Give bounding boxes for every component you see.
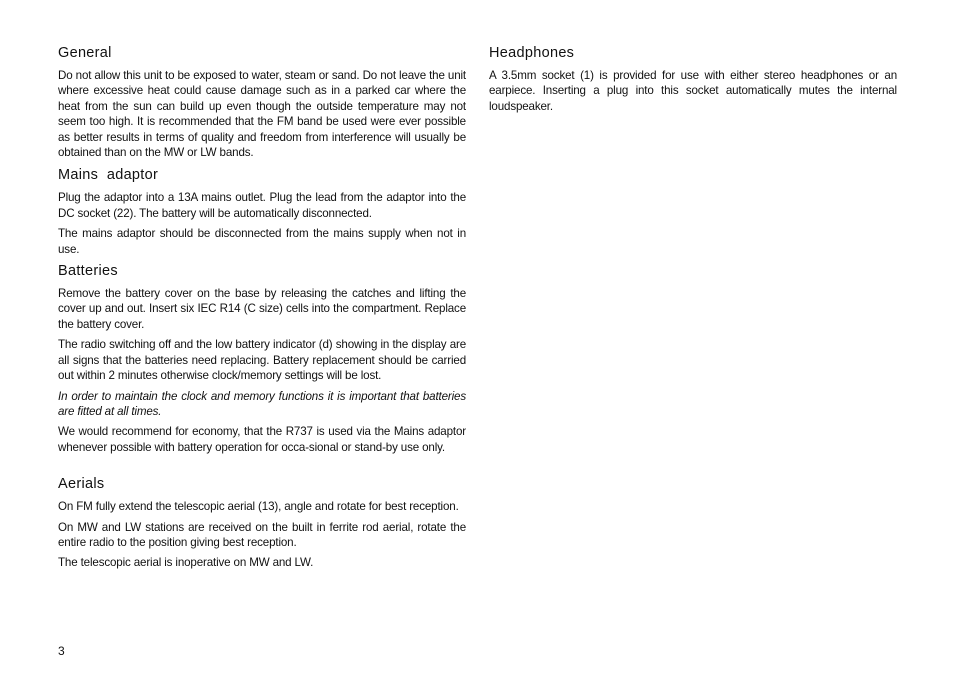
- headphones-paragraph-1: A 3.5mm socket (1) is provided for use with either stereo headphones or an earpiece. Inserting a plug into this socket automatically mutes the internal loudspeaker.: [489, 69, 897, 113]
- batteries-paragraph-2: The radio switching off and the low battery indicator (d) showing in the display are all signs that the batteries need replacing. Battery replacement should be carried out within 2 minutes otherwise clock/memory settings will be lost.: [58, 338, 466, 383]
- right-column: [489, 44, 897, 119]
- batteries-note-italic: In order to maintain the clock and memory functions it is important that batteries are fitted at all times.: [58, 389, 466, 418]
- left-column: [58, 44, 466, 576]
- section-general: [58, 44, 466, 160]
- general-paragraph-1: Do not allow this unit to be exposed to water, steam or sand. Do not leave the unit where excessive heat could cause damage such as in a parked car where the heat from the sun can build up even though the outside temperature may not seem too high. It is recommended that the FM band be used were ever possible as better results in terms of quality and freedom from interference will usually be obtained than on the MW or LW bands.: [58, 69, 466, 160]
- mains-paragraph-1: Plug the adaptor into a 13A mains outlet. Plug the lead from the adaptor into the DC socket (22). The battery will be automatically disconnected.: [58, 191, 466, 220]
- heading-mains-adaptor: Mains adaptor: [58, 167, 159, 184]
- batteries-paragraph-4: We would recommend for economy, that the R737 is used via the Mains adaptor whenever possible with battery operation for occa-sional or stand-by use only.: [58, 425, 466, 454]
- batteries-paragraph-1: Remove the battery cover on the base by releasing the catches and lifting the cover up and out. Insert six IEC R14 (C size) cells into the compartment. Replace the battery cover.: [58, 287, 466, 331]
- mains-paragraph-2: The mains adaptor should be disconnected from the mains supply when not in use.: [58, 227, 466, 256]
- heading-aerials: Aerials: [58, 476, 105, 493]
- heading-general: General: [58, 45, 112, 61]
- section-mains-adaptor: [58, 166, 466, 257]
- section-batteries: [58, 262, 466, 455]
- section-aerials: [58, 475, 466, 571]
- section-headphones: [489, 44, 897, 114]
- aerials-paragraph-3: The telescopic aerial is inoperative on MW and LW.: [58, 556, 314, 570]
- heading-batteries: Batteries: [58, 263, 118, 280]
- page-number: 3: [58, 644, 65, 658]
- aerials-paragraph-1: On FM fully extend the telescopic aerial (13), angle and rotate for best reception.: [58, 500, 459, 514]
- aerials-paragraph-2: On MW and LW stations are received on the built in ferrite rod aerial, rotate the entire radio to the position giving best reception.: [58, 520, 466, 549]
- heading-headphones: Headphones: [489, 45, 575, 61]
